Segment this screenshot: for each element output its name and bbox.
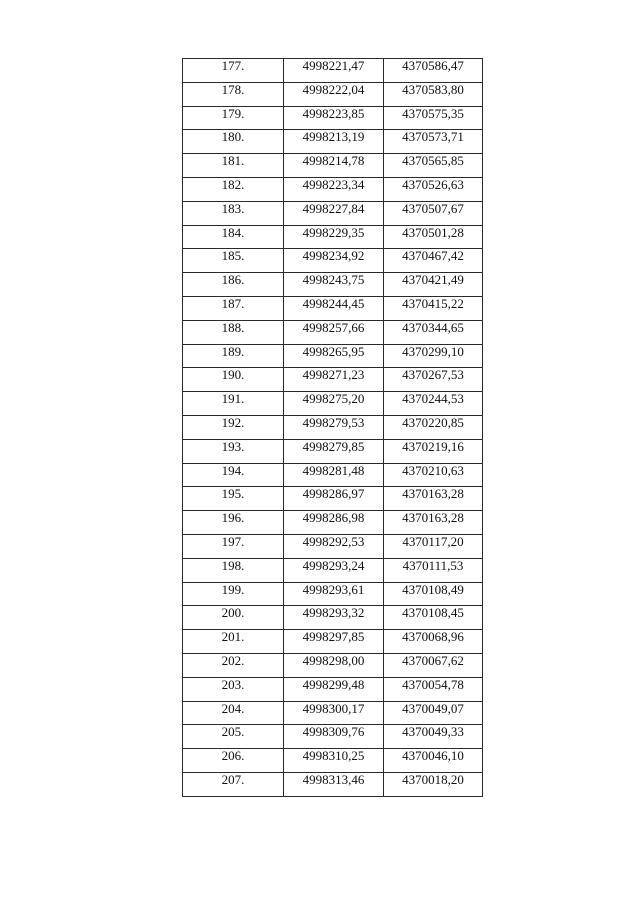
table-row [183,106,483,130]
table-row [183,344,483,368]
table-row [183,772,483,796]
point-number-cell: 193. [183,439,284,463]
table-row [183,677,483,701]
y-coordinate-cell: 4370111,53 [384,558,483,582]
point-number-cell: 196. [183,511,284,535]
y-coordinate-cell: 4370219,16 [384,439,483,463]
y-coordinate-cell: 4370344,65 [384,320,483,344]
y-coordinate-cell: 4370501,28 [384,225,483,249]
point-number-cell: 205. [183,725,284,749]
point-number-cell: 180. [183,130,284,154]
y-coordinate-cell: 4370210,63 [384,463,483,487]
x-coordinate-cell: 4998309,76 [284,725,384,749]
point-number-cell: 202. [183,653,284,677]
table-row [183,558,483,582]
x-coordinate-cell: 4998223,34 [284,177,384,201]
x-coordinate-cell: 4998286,97 [284,487,384,511]
x-coordinate-cell: 4998265,95 [284,344,384,368]
point-number-cell: 183. [183,201,284,225]
table-row [183,630,483,654]
x-coordinate-cell: 4998310,25 [284,749,384,773]
y-coordinate-cell: 4370163,28 [384,487,483,511]
x-coordinate-cell: 4998299,48 [284,677,384,701]
x-coordinate-cell: 4998298,00 [284,653,384,677]
x-coordinate-cell: 4998221,47 [284,59,384,83]
point-number-cell: 201. [183,630,284,654]
table-row [183,653,483,677]
table-row [183,225,483,249]
table-row [183,296,483,320]
x-coordinate-cell: 4998223,85 [284,106,384,130]
point-number-cell: 191. [183,392,284,416]
point-number-cell: 179. [183,106,284,130]
y-coordinate-cell: 4370067,62 [384,653,483,677]
table-row [183,511,483,535]
y-coordinate-cell: 4370415,22 [384,296,483,320]
y-coordinate-cell: 4370108,49 [384,582,483,606]
table-row [183,439,483,463]
point-number-cell: 186. [183,273,284,297]
y-coordinate-cell: 4370267,53 [384,368,483,392]
table-row [183,701,483,725]
y-coordinate-cell: 4370049,07 [384,701,483,725]
coordinates-table [182,58,483,797]
x-coordinate-cell: 4998300,17 [284,701,384,725]
point-number-cell: 195. [183,487,284,511]
x-coordinate-cell: 4998293,24 [284,558,384,582]
table-row [183,463,483,487]
point-number-cell: 192. [183,415,284,439]
point-number-cell: 197. [183,534,284,558]
coordinates-table-body [183,59,483,797]
table-row [183,606,483,630]
x-coordinate-cell: 4998244,45 [284,296,384,320]
table-row [183,201,483,225]
table-row [183,392,483,416]
point-number-cell: 178. [183,82,284,106]
y-coordinate-cell: 4370299,10 [384,344,483,368]
x-coordinate-cell: 4998275,20 [284,392,384,416]
point-number-cell: 198. [183,558,284,582]
x-coordinate-cell: 4998279,85 [284,439,384,463]
table-row [183,130,483,154]
x-coordinate-cell: 4998222,04 [284,82,384,106]
table-row [183,82,483,106]
table-row [183,415,483,439]
point-number-cell: 182. [183,177,284,201]
table-row [183,725,483,749]
point-number-cell: 188. [183,320,284,344]
x-coordinate-cell: 4998229,35 [284,225,384,249]
y-coordinate-cell: 4370018,20 [384,772,483,796]
point-number-cell: 177. [183,59,284,83]
y-coordinate-cell: 4370575,35 [384,106,483,130]
point-number-cell: 181. [183,154,284,178]
x-coordinate-cell: 4998281,48 [284,463,384,487]
y-coordinate-cell: 4370583,80 [384,82,483,106]
point-number-cell: 206. [183,749,284,773]
x-coordinate-cell: 4998313,46 [284,772,384,796]
y-coordinate-cell: 4370526,63 [384,177,483,201]
y-coordinate-cell: 4370244,53 [384,392,483,416]
table-row [183,177,483,201]
y-coordinate-cell: 4370467,42 [384,249,483,273]
table-row [183,487,483,511]
y-coordinate-cell: 4370421,49 [384,273,483,297]
y-coordinate-cell: 4370586,47 [384,59,483,83]
x-coordinate-cell: 4998279,53 [284,415,384,439]
y-coordinate-cell: 4370068,96 [384,630,483,654]
x-coordinate-cell: 4998292,53 [284,534,384,558]
x-coordinate-cell: 4998243,75 [284,273,384,297]
x-coordinate-cell: 4998286,98 [284,511,384,535]
table-row [183,59,483,83]
x-coordinate-cell: 4998297,85 [284,630,384,654]
point-number-cell: 204. [183,701,284,725]
table-row [183,273,483,297]
table-row [183,249,483,273]
point-number-cell: 200. [183,606,284,630]
y-coordinate-cell: 4370565,85 [384,154,483,178]
table-row [183,368,483,392]
table-row [183,582,483,606]
y-coordinate-cell: 4370046,10 [384,749,483,773]
y-coordinate-cell: 4370507,67 [384,201,483,225]
point-number-cell: 187. [183,296,284,320]
y-coordinate-cell: 4370573,71 [384,130,483,154]
table-row [183,534,483,558]
point-number-cell: 189. [183,344,284,368]
y-coordinate-cell: 4370117,20 [384,534,483,558]
point-number-cell: 207. [183,772,284,796]
x-coordinate-cell: 4998213,19 [284,130,384,154]
x-coordinate-cell: 4998257,66 [284,320,384,344]
y-coordinate-cell: 4370163,28 [384,511,483,535]
point-number-cell: 194. [183,463,284,487]
point-number-cell: 203. [183,677,284,701]
x-coordinate-cell: 4998214,78 [284,154,384,178]
x-coordinate-cell: 4998227,84 [284,201,384,225]
point-number-cell: 199. [183,582,284,606]
x-coordinate-cell: 4998293,32 [284,606,384,630]
y-coordinate-cell: 4370054,78 [384,677,483,701]
table-row [183,749,483,773]
y-coordinate-cell: 4370108,45 [384,606,483,630]
y-coordinate-cell: 4370049,33 [384,725,483,749]
x-coordinate-cell: 4998234,92 [284,249,384,273]
table-row [183,154,483,178]
table-row [183,320,483,344]
x-coordinate-cell: 4998293,61 [284,582,384,606]
point-number-cell: 185. [183,249,284,273]
y-coordinate-cell: 4370220,85 [384,415,483,439]
point-number-cell: 184. [183,225,284,249]
x-coordinate-cell: 4998271,23 [284,368,384,392]
point-number-cell: 190. [183,368,284,392]
